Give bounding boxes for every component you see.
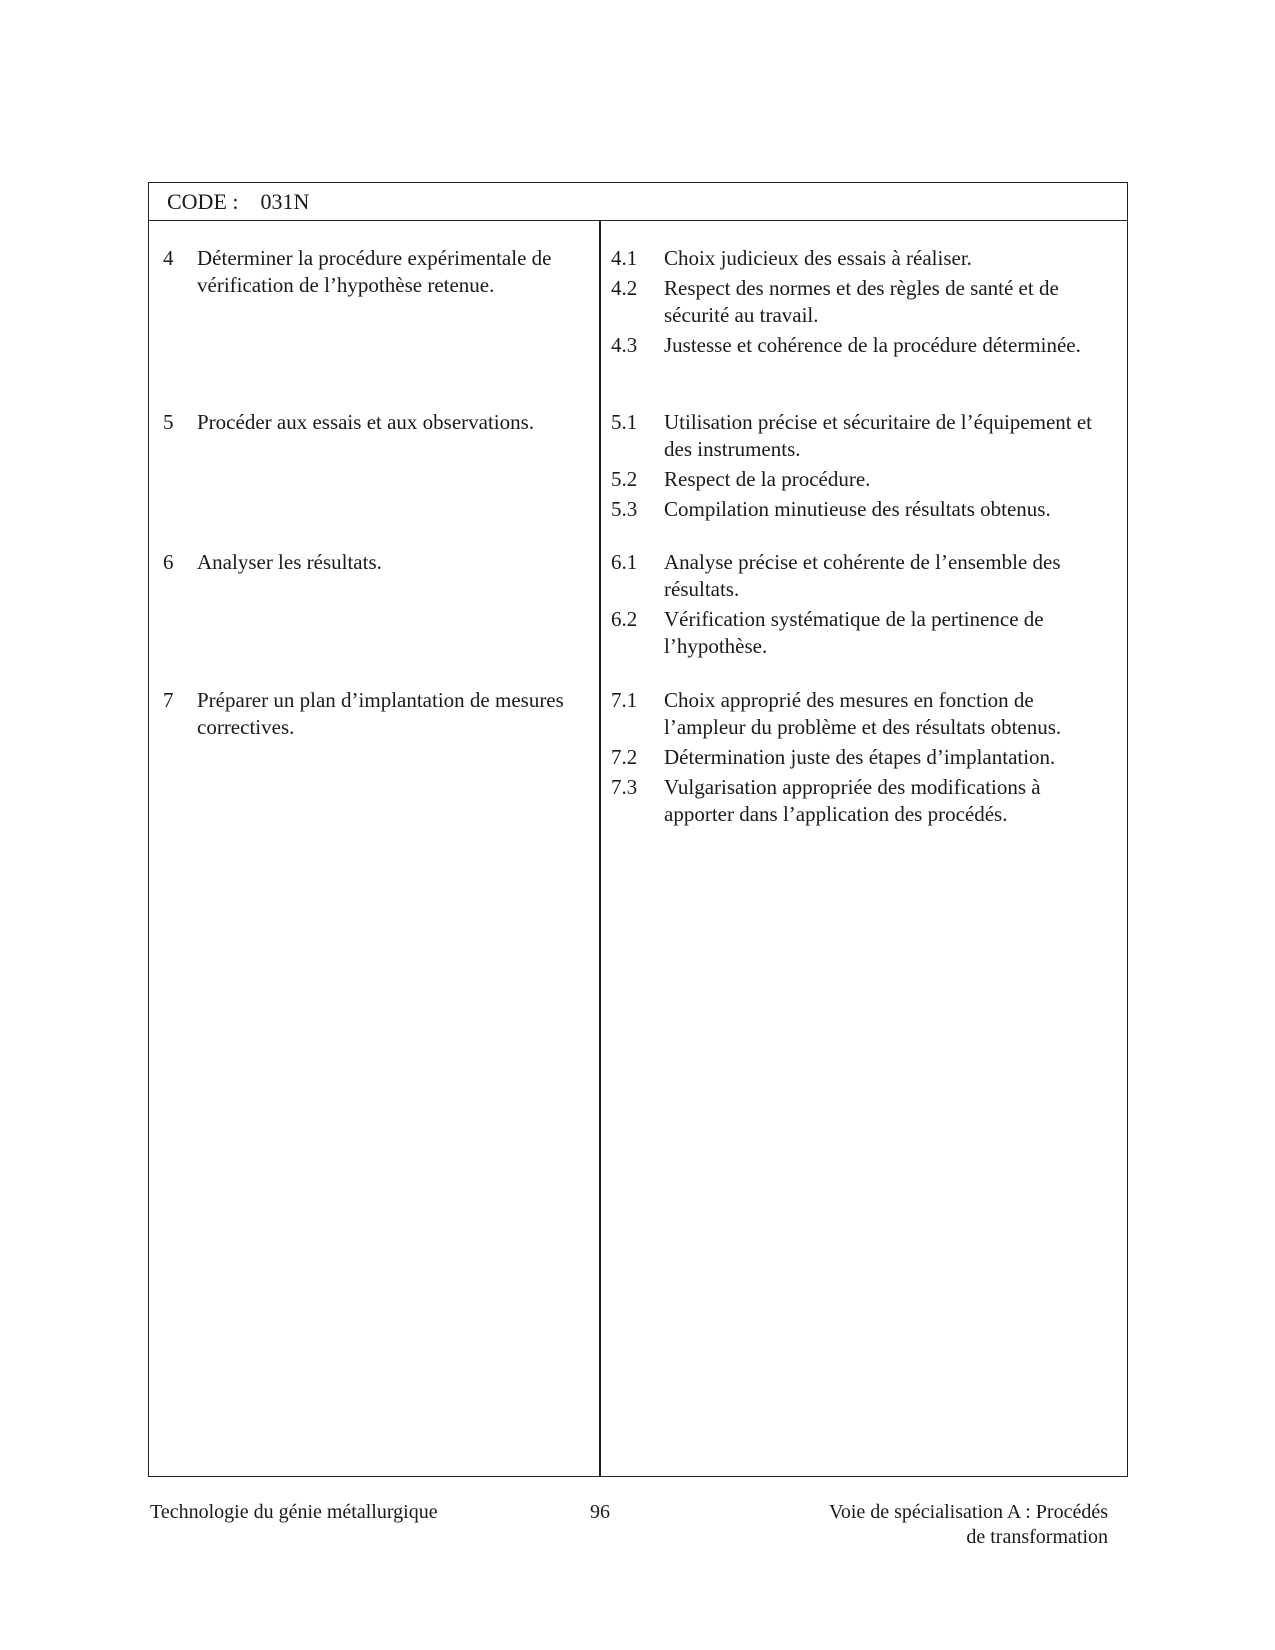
criterion [611,245,1111,272]
element-text: Analyser les résultats. [197,550,382,574]
footer-specialization-line2: de transformation [966,1526,1108,1548]
element-text: Préparer un plan d’implantation de mesures correctives. [197,688,564,739]
element-item [163,549,583,576]
criterion-number: 6.1 [611,550,638,574]
page-number: 96 [590,1501,610,1523]
criterion-number: 7.2 [611,745,638,769]
element-text: Déterminer la procédure expérimentale de vérification de l’hypothèse retenue. [197,246,552,297]
footer-specialization [788,1500,1108,1550]
element-number: 6 [163,550,174,574]
element-item [163,245,583,299]
column-divider [599,221,601,1476]
criterion [611,744,1111,771]
code-value: 031N [260,189,310,214]
criterion-number: 7.3 [611,775,638,799]
criterion-number: 7.1 [611,688,638,712]
criterion-text: Analyse précise et cohérente de l’ensemble des résultats. [664,550,1061,601]
criterion-number: 5.3 [611,497,638,521]
competency-table [148,182,1128,1477]
criterion-text: Justesse et cohérence de la procédure déterminée. [664,333,1081,357]
criterion-number: 4.1 [611,246,638,270]
criterion-number: 6.2 [611,607,638,631]
criterion [611,466,1111,493]
criteria-list [611,409,1111,526]
criterion-text: Choix approprié des mesures en fonction de l’ampleur du problème et des résultats obtenus. [664,688,1062,739]
footer-program-title: Technologie du génie métallurgique [150,1501,438,1523]
code-header [149,183,1127,221]
element-number: 4 [163,246,174,270]
criterion [611,275,1111,329]
criterion-text: Détermination juste des étapes d’implantation. [664,745,1056,769]
criterion-text: Vulgarisation appropriée des modifications à apporter dans l’application des procédés. [664,775,1041,826]
criteria-list [611,245,1111,362]
criterion [611,606,1111,660]
criterion-text: Utilisation précise et sécuritaire de l’équipement et des instruments. [664,410,1092,461]
criterion-number: 4.2 [611,276,638,300]
criteria-list [611,549,1111,663]
code-label: CODE : [167,189,239,214]
criterion-number: 5.2 [611,467,638,491]
criteria-list [611,687,1111,831]
element-item [163,687,583,741]
criterion-text: Respect de la procédure. [664,467,871,491]
criterion [611,332,1111,359]
criterion [611,496,1111,523]
criterion [611,687,1111,741]
criterion-text: Respect des normes et des règles de santé et de sécurité au travail. [664,276,1059,327]
element-item [163,409,583,436]
element-text: Procéder aux essais et aux observations. [197,410,535,434]
element-number: 7 [163,688,174,712]
criterion-text: Compilation minutieuse des résultats obtenus. [664,497,1051,521]
element-number: 5 [163,410,174,434]
criterion-number: 4.3 [611,333,638,357]
criterion [611,409,1111,463]
criterion [611,549,1111,603]
criterion-text: Choix judicieux des essais à réaliser. [664,246,972,270]
criterion-text: Vérification systématique de la pertinence de l’hypothèse. [664,607,1044,658]
criterion-number: 5.1 [611,410,638,434]
criterion [611,774,1111,828]
footer-specialization-line1: Voie de spécialisation A : Procédés [828,1501,1108,1523]
